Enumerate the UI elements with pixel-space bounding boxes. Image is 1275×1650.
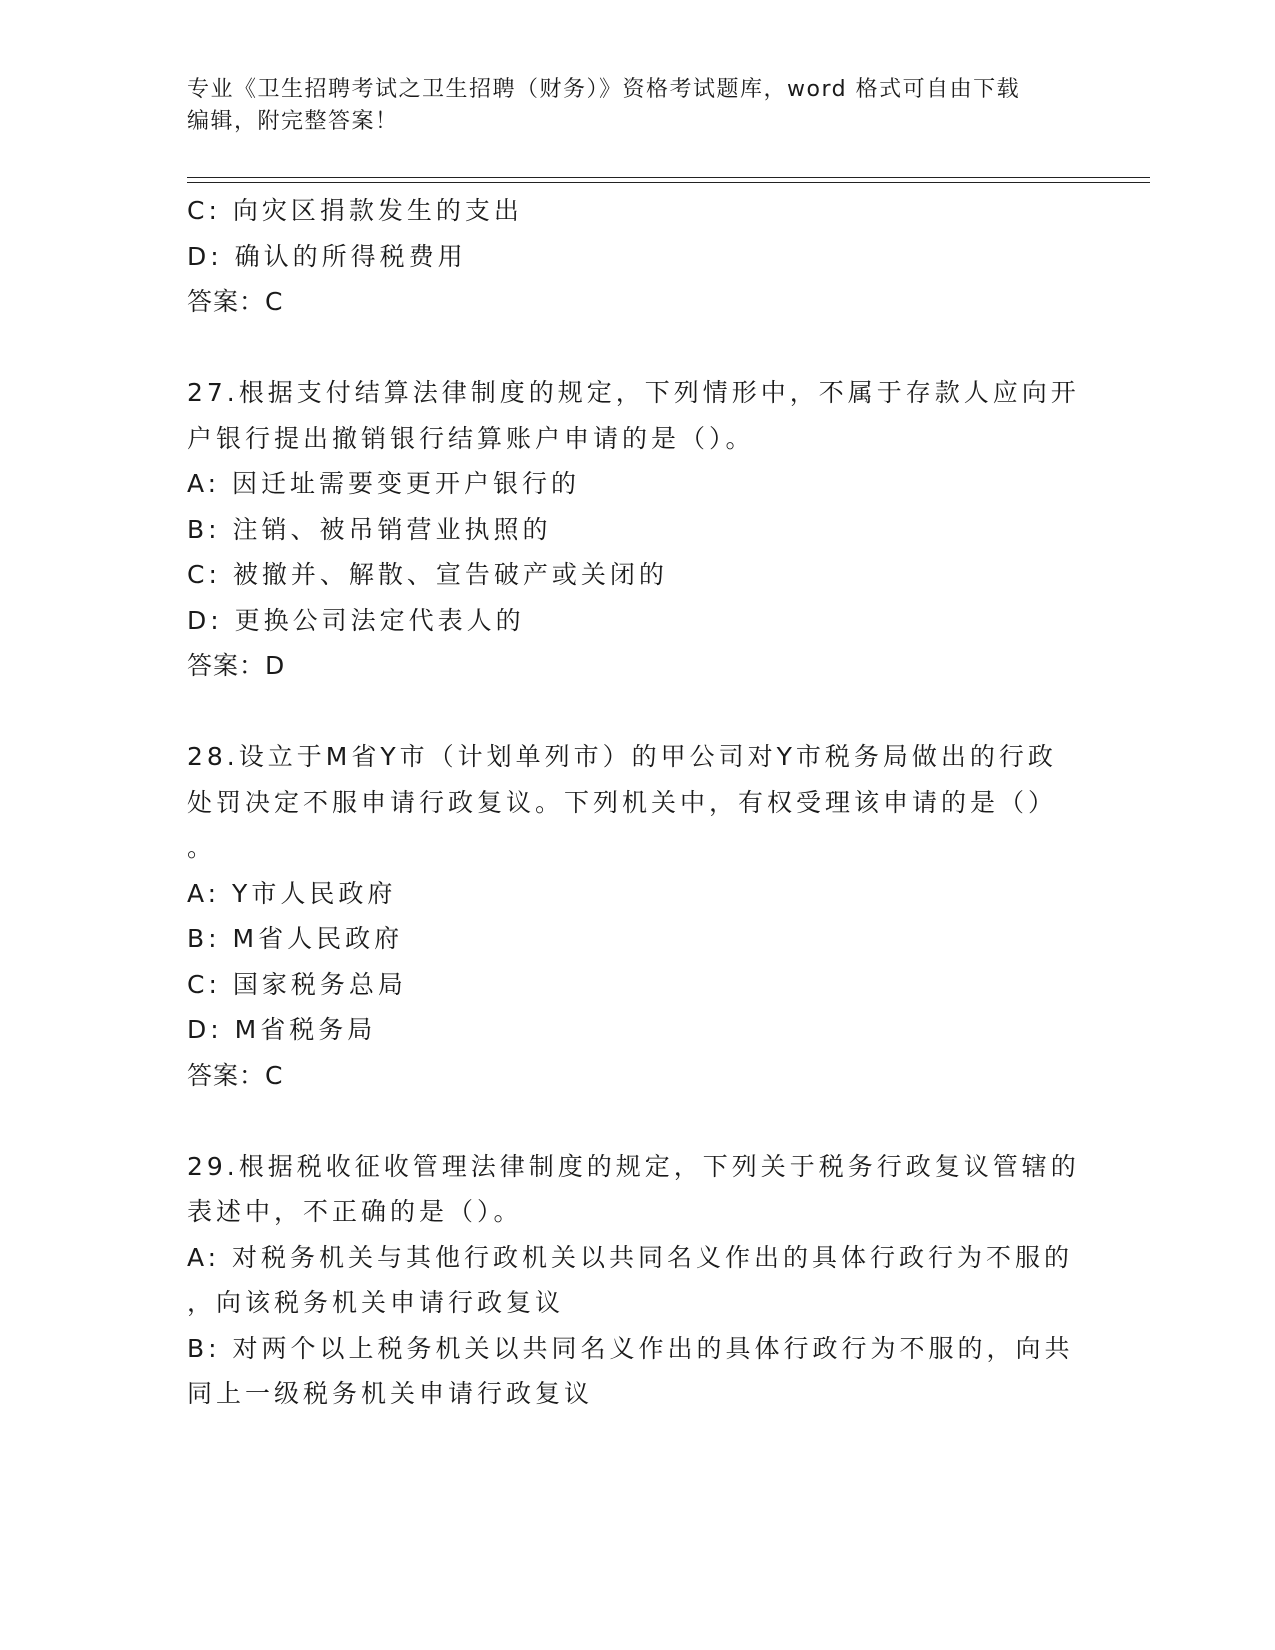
spacer (187, 325, 1087, 371)
header-line-2: 编辑，附完整答案！ (187, 109, 399, 134)
option-c (187, 962, 1087, 1008)
option-c (187, 552, 1087, 598)
option-text: 对税务机关与其他行政机关以共同名义作出的具体行政行为不服的 (232, 1242, 1074, 1272)
option-key: A: (187, 469, 221, 498)
question-stem: 27.根据支付结算法律制度的规定，下列情形中，不属于存款人应向开 (187, 378, 1080, 407)
option-text: 被撤并、解散、宣告破产或关闭的 (232, 560, 668, 589)
option-text: M省税务局 (234, 1015, 377, 1044)
option-key: D: (187, 241, 223, 271)
answer: 答案：C (187, 1060, 284, 1090)
spacer (187, 1098, 1087, 1144)
option-key: B: (187, 514, 221, 544)
option-a (187, 871, 1087, 917)
header-line-1: 专业《卫生招聘考试之卫生招聘（财务）》资格考试题库，word 格式可自由下载 (187, 77, 1021, 102)
option-text: M省人民政府 (232, 924, 404, 953)
option-key: B: (187, 924, 221, 953)
question-stem: 户银行提出撤销银行结算账户申请的是（）。 (187, 423, 755, 453)
question-28 (187, 734, 1087, 1098)
option-b (187, 507, 1087, 553)
option-key: A: (187, 878, 221, 908)
option-a (187, 461, 1087, 507)
option-d (187, 1007, 1087, 1053)
answer: 答案：C (187, 287, 284, 316)
option-text: 更换公司法定代表人的 (234, 605, 525, 635)
option-key: A: (187, 1242, 221, 1272)
option-text: 向灾区捐款发生的支出 (232, 196, 523, 225)
option-d (187, 598, 1087, 644)
option-text: 对两个以上税务机关以共同名义作出的具体行政行为不服的，向共 (232, 1333, 1074, 1363)
option-text: 国家税务总局 (232, 969, 407, 999)
header-divider (187, 177, 1150, 183)
option-key: B: (187, 1333, 221, 1363)
question-stem: 表述中，不正确的是（）。 (187, 1197, 523, 1226)
option-c (187, 188, 1087, 234)
option-key: D: (187, 605, 223, 635)
answer: 答案：D (187, 651, 286, 680)
option-d (187, 234, 1087, 280)
option-a-continued: ，向该税务机关申请行政复议 (187, 1288, 565, 1317)
option-b-continued: 同上一级税务机关申请行政复议 (187, 1379, 594, 1408)
option-text: 确认的所得税费用 (234, 241, 467, 271)
question-stem: 29.根据税收征收管理法律制度的规定，下列关于税务行政复议管辖的 (187, 1151, 1080, 1181)
option-key: D: (187, 1015, 223, 1044)
option-text: 注销、被吊销营业执照的 (232, 514, 552, 544)
option-b (187, 916, 1087, 962)
document-body (187, 188, 1087, 1417)
question-27 (187, 370, 1087, 689)
option-b (187, 1326, 1087, 1372)
question-stem: 处罚决定不服申请行政复议。下列机关中，有权受理该申请的是（） (187, 787, 1058, 817)
option-text: 因迁址需要变更开户银行的 (232, 469, 581, 498)
option-key: C: (187, 196, 221, 225)
option-a (187, 1235, 1087, 1281)
option-key: C: (187, 969, 221, 999)
document-header (187, 74, 1067, 138)
question-29 (187, 1144, 1087, 1417)
option-text: Y市人民政府 (232, 878, 397, 908)
option-key: C: (187, 560, 221, 589)
question-stem: 28.设立于M省Y市（计划单列市）的甲公司对Y市税务局做出的行政 (187, 742, 1057, 771)
question-26-tail (187, 188, 1087, 325)
question-stem: 。 (187, 833, 217, 862)
spacer (187, 689, 1087, 735)
